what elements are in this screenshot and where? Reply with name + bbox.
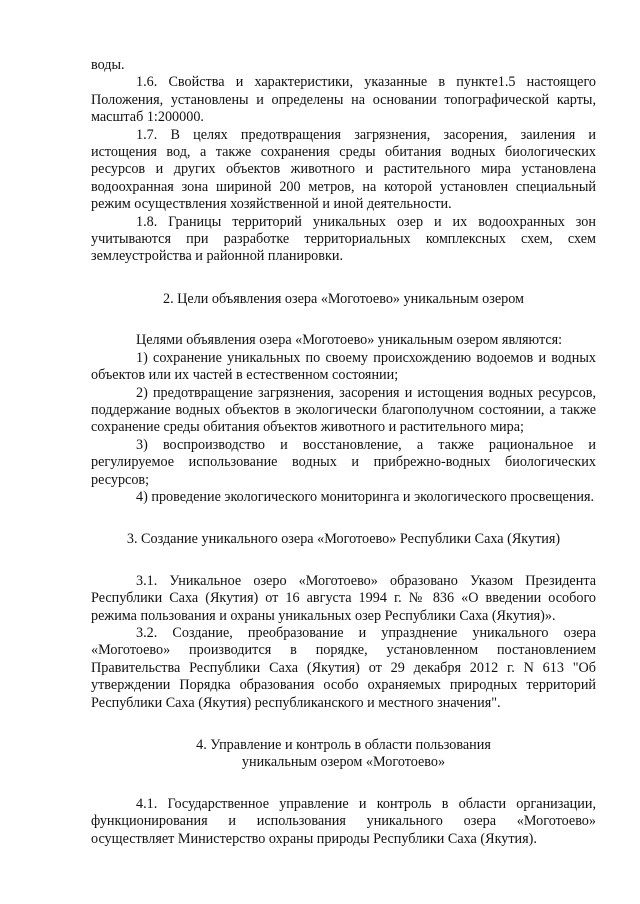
section-3-heading: 3. Создание уникального озера «Моготоево» Республики Саха (Якутия): [126, 531, 561, 548]
section-2-lead: Целями объявления озера «Моготоево» уникальным озером являются:: [136, 332, 563, 349]
paragraph-1-8: 1.8. Границы территорий уникальных озер и их водоохранных зон учитываются при разработке территориальных комплексных схем, схем землеустройства и районной планировки.: [91, 213, 596, 265]
paragraph-3-2: 3.2. Создание, преобразование и упразднение уникального озера «Моготоево» производится в порядке, установленном постановлением Правительства Республики Саха (Якутия) от 29 декабря 2012 г. N 613 "Об утверждении Порядка образования особо охраняемых природных территорий Республики Саха (Якутия) республиканского и местного значения".: [91, 624, 596, 711]
paragraph-4-1: 4.1. Государственное управление и контроль в области организации, функционирования и использования уникального озера «Моготоево» осуществляет Министерство охраны природы Республики Саха (Якутия).: [91, 795, 596, 847]
section-4-heading-line-2: уникальным озером «Моготоево»: [241, 754, 446, 771]
goal-item-3: 3) воспроизводство и восстановление, а также рациональное и регулируемое использование водных и прибрежно-водных биологических ресурсов;: [91, 436, 596, 488]
goal-item-2: 2) предотвращение загрязнения, засорения и истощения водных ресурсов, поддержание водных объектов в экологически благополучном состоянии, а также сохранение среды обитания объектов животного и растительного мира;: [91, 384, 596, 436]
paragraph-1-6: 1.6. Свойства и характеристики, указанные в пункте1.5 настоящего Положения, установлены и определены на основании топографической карты, масштаб 1:200000.: [91, 74, 596, 126]
paragraph-3-1: 3.1. Уникальное озеро «Моготоево» образовано Указом Президента Республики Саха (Якутия) от 16 августа 1994 г. № 836 «О введении особого режима пользования и охраны уникальных озер Республики Саха (Якутия)».: [91, 572, 596, 624]
goal-item-1: 1) сохранение уникальных по своему происхождению водоемов и водных объектов или их частей в естественном состоянии;: [91, 349, 596, 384]
document-page: [91, 57, 596, 848]
intro-tail-text: воды.: [91, 57, 125, 73]
goal-item-4: 4) проведение экологического мониторинга и экологического просвещения.: [136, 488, 595, 505]
section-2-heading: 2. Цели объявления озера «Моготоево» уникальным озером: [162, 290, 525, 307]
section-4-heading: [91, 737, 596, 772]
section-4-heading-line-1: 4. Управление и контроль в области пользования: [196, 737, 491, 753]
paragraph-1-7: 1.7. В целях предотвращения загрязнения, засорения, заиления и истощения вод, а также сохранения среды обитания водных биологических ресурсов и других объектов животного и растительного мира установлена водоохранная зона шириной 200 метров, на которой установлен специальный режим осуществления хозяйственной и иной деятельности.: [91, 126, 596, 213]
